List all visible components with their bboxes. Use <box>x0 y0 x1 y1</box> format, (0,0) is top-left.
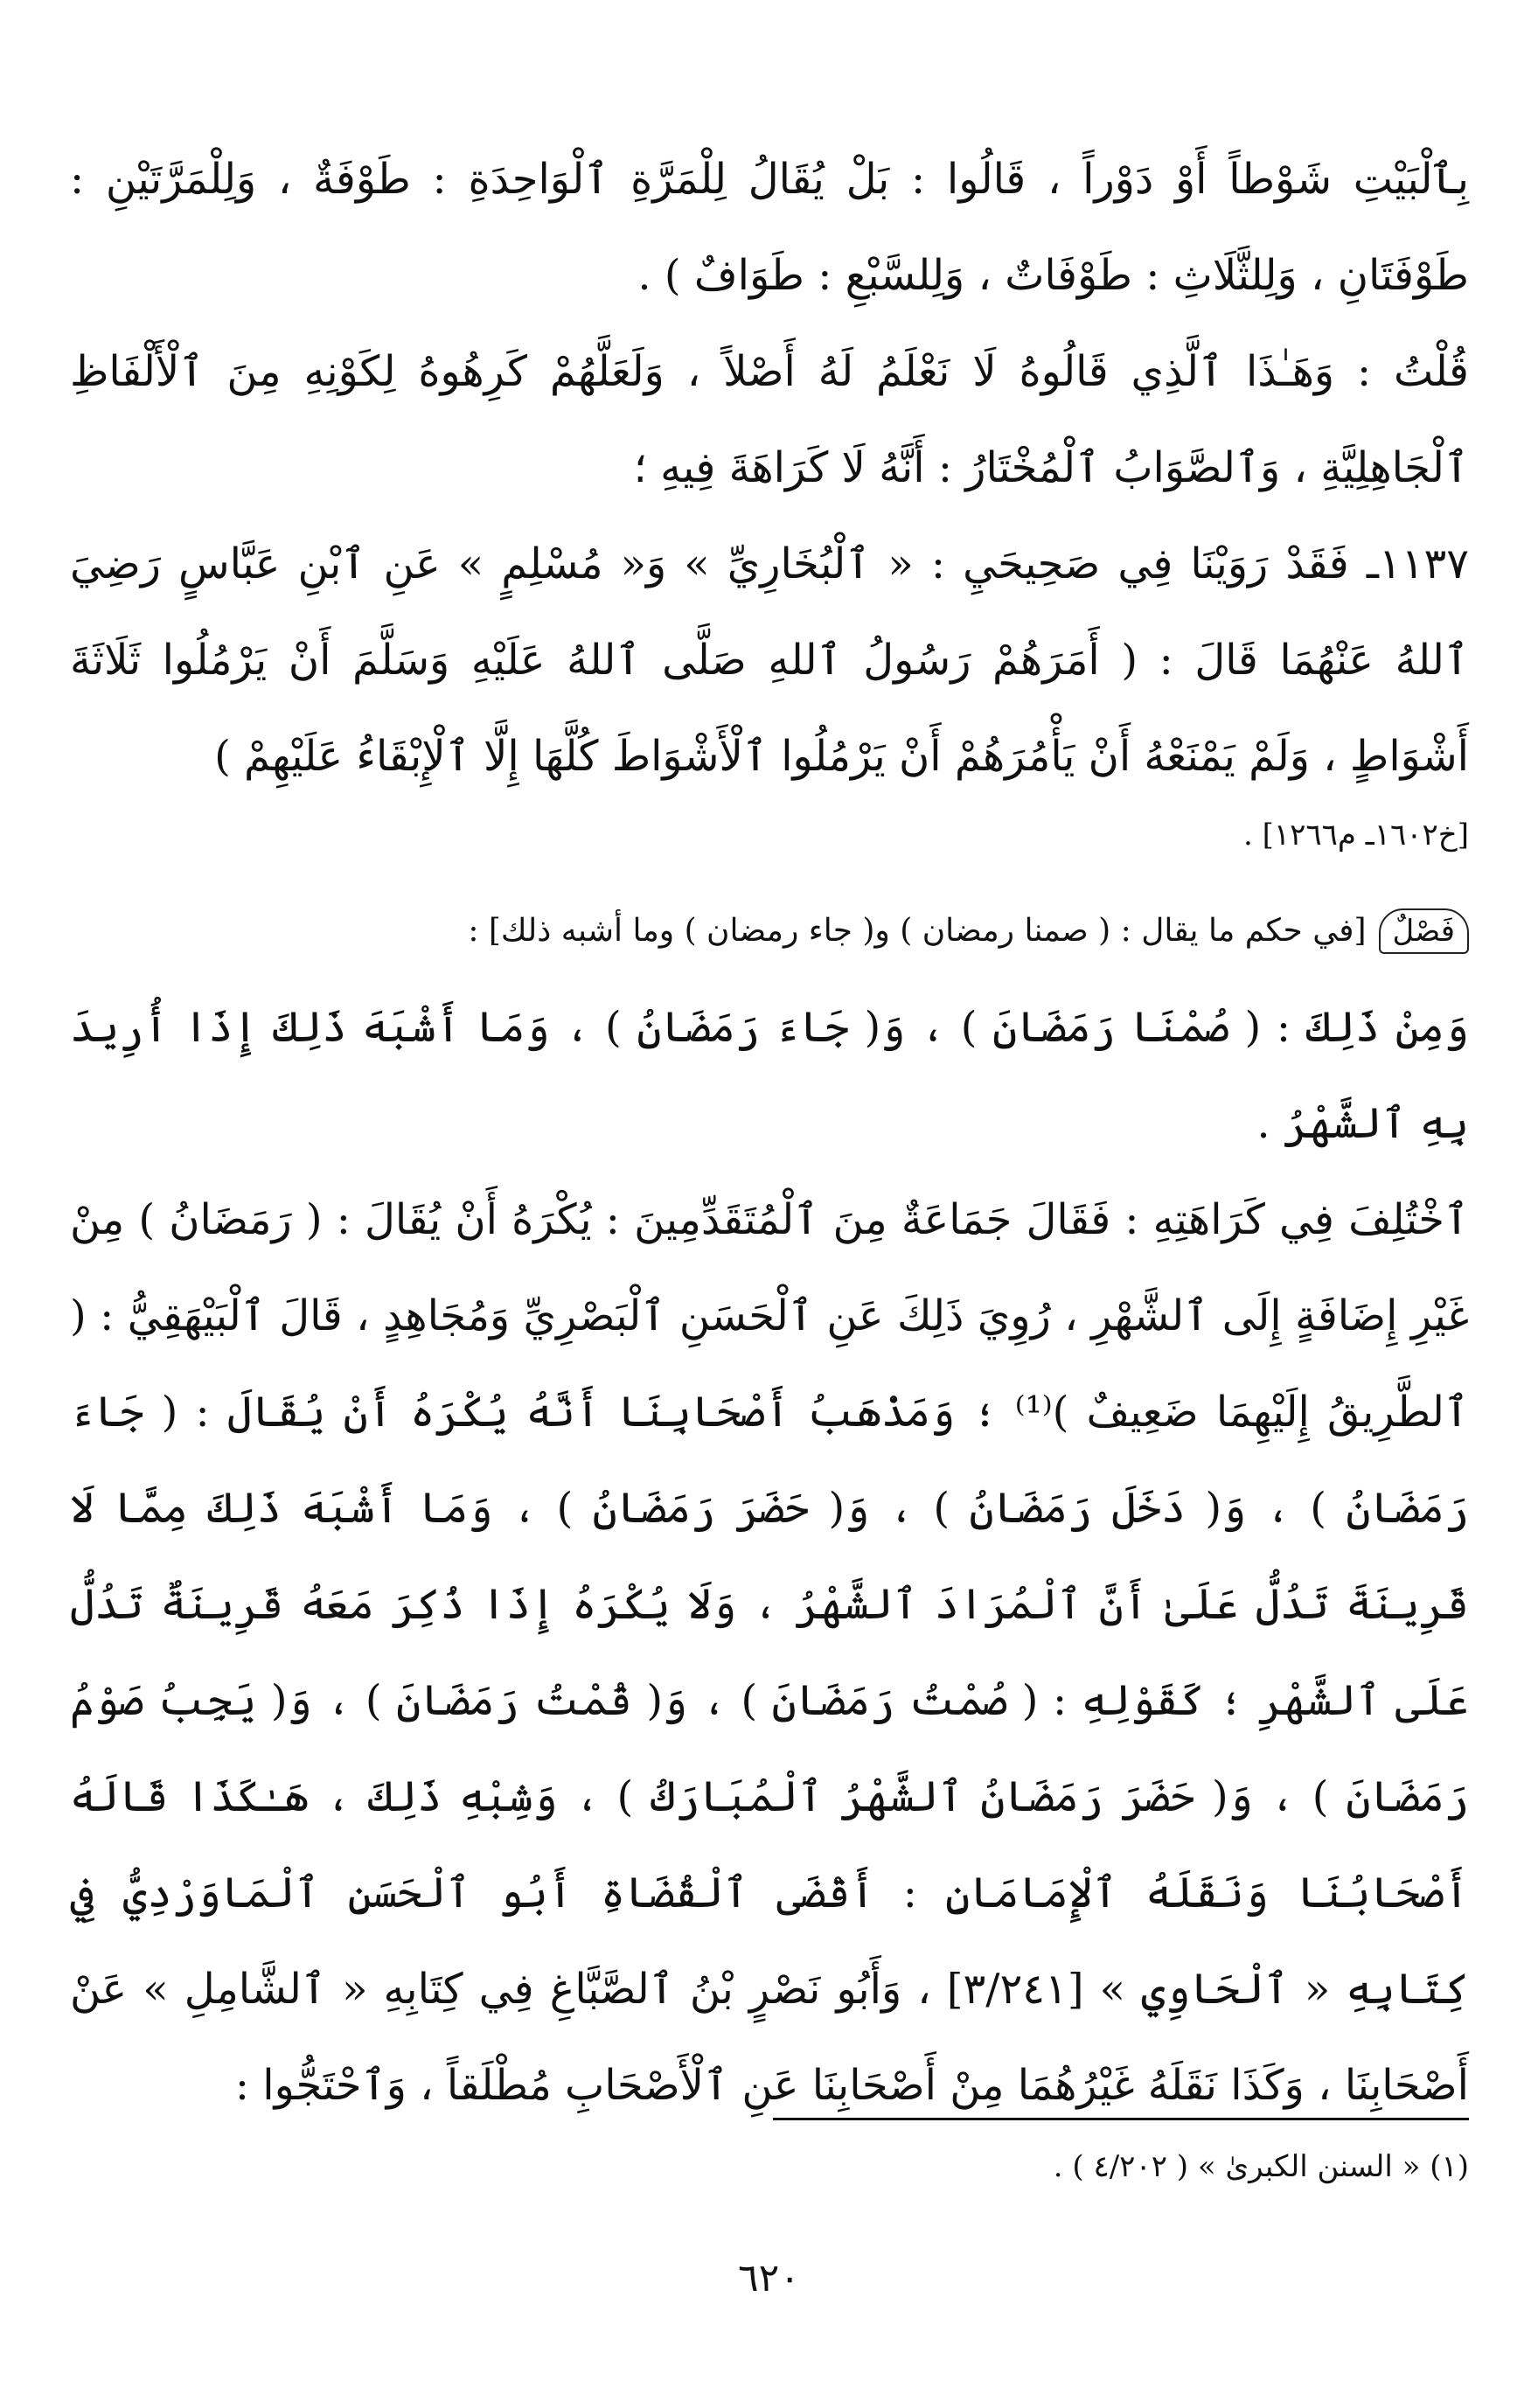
fasl-ornament: فَصْلٌ <box>1379 908 1470 954</box>
section-title: [في حكم ما يقال : ( صمنا رمضان ) و( جاء رمضان ) وما أشبه ذلك] : <box>468 913 1367 949</box>
paragraph-ramadan-intro: وَمِنْ ذَلِكَ : ( صُمْنَا رَمَضَانَ ) ، وَ( جَاءَ رَمَضَانُ ) ، وَمَا أَشْبَهَ ذَلِكَ إِذَا أُرِيدَ بِهِ ٱلشَّهْرُ . <box>70 1003 1469 1148</box>
paragraph-ramadan-discussion: ٱخْتُلِفَ فِي كَرَاهَتِهِ : فَقَالَ جَمَاعَةٌ مِنَ ٱلْمُتَقَدِّمِينَ : يُكْرَهُ أَنْ يُقَالَ : ( رَمَضَانُ ) مِنْ غَيْرِ إِضَافَةٍ إِلَى ٱلشَّهْرِ ، رُوِيَ ذَلِكَ عَنِ ٱلْحَسَنِ ٱلْبَصْرِيِّ وَمُجَاهِدٍ ، قَالَ ٱلْبَيْهَقِيُّ : ( ٱلطَّرِيقُ إِلَيْهِمَا ضَعِيفٌ )⁽¹⁾ ؛ وَمَذْهَبُ أَصْحَابِنَا أَنَّهُ يُكْرَهُ أَنْ يُقَالَ : ( جَاءَ رَمَضَانُ ) ، وَ( دَخَلَ رَمَضَانُ ) ، وَ( حَضَرَ رَمَضَانُ ) ، وَمَا أَشْبَهَ ذَلِكَ مِمَّا لَا قَرِينَةَ تَدُلُّ عَلَىٰ أَنَّ ٱلْمُرَادَ ٱلشَّهْرُ ، وَلَا يُكْرَهُ إِذَا ذُكِرَ مَعَهُ قَرِينَةٌ تَدُلُّ عَلَى ٱلشَّهْرِ ؛ كَقَوْلِهِ : ( صُمْتُ رَمَضَانَ ) ، وَ( قُمْتُ رَمَضَانَ ) ، وَ( يَجِبُ صَوْمُ رَمَضَانَ ) ، وَ( حَضَرَ رَمَضَانُ ٱلشَّهْرُ ٱلْمُبَارَكُ ) ، وَشِبْهِ ذَلِكَ ، هَـٰكَذَا قَالَهُ أَصْحَابُنَا وَنَقَلَهُ ٱلْإِمَامَانِ : أَقْضَى ٱلْقُضَاةِ أَبُو ٱلْحَسَنِ ٱلْمَاوَرْدِيُّ فِي كِتَابِهِ « ٱلْحَاوِي » [٣/٢٤١] ، وَأَبُو نَصْرٍ بْنُ ٱلصَّبَّاغِ فِي كِتَابِهِ « ٱلشَّامِلِ » عَنْ أَصْحَابِنَا ، وَكَذَا نَقَلَهُ غَيْرُهُمَا مِنْ أَصْحَابِنَا عَنِ ٱلْأَصْحَابِ مُطْلَقاً ، وَٱحْتَجُّوا : <box>70 1195 1469 2110</box>
paragraph-tawaf: بِٱلْبَيْتِ شَوْطاً أَوْ دَوْراً ، قَالُوا : بَلْ يُقَالُ لِلْمَرَّةِ ٱلْوَاحِدَةِ : طَوْفَةٌ ، وَلِلْمَرَّتَيْنِ : طَوْفَتَانِ ، وَلِلثَّلَاثِ : طَوْفَاتٌ ، وَلِلسَّبْعِ : طَوَافٌ ) . <box>70 155 1469 300</box>
footnote-divider <box>773 2118 1469 2120</box>
section-heading <box>70 901 1469 962</box>
hadith-citation: [خ١٦٠٢ـ م١٢٦٦] . <box>1242 818 1469 853</box>
page-number: ٦٢٠ <box>738 2256 800 2300</box>
footnote: (١) « السنن الكبرىٰ » ( ٤/٢٠٢ ) . <box>1053 2149 1469 2184</box>
paragraph-qultu: قُلْتُ : وَهَـٰذَا ٱلَّذِي قَالُوهُ لَا نَعْلَمُ لَهُ أَصْلاً ، وَلَعَلَّهُمْ كَرِهُوهُ لِكَوْنِهِ مِنَ ٱلْأَلْفَاظِ ٱلْجَاهِلِيَّةِ ، وَٱلصَّوَابُ ٱلْمُخْتَارُ : أَنَّهُ لَا كَرَاهَةَ فِيهِ ؛ <box>70 347 1469 492</box>
page-body <box>70 131 1469 2133</box>
paragraph-hadith-1137: ١١٣٧ـ فَقَدْ رَوَيْنَا فِي صَحِيحَيِ : « ٱلْبُخَارِيِّ » وَ« مُسْلِمٍ » عَنِ ٱبْنِ عَبَّاسٍ رَضِيَ ٱللهُ عَنْهُمَا قَالَ : ( أَمَرَهُمْ رَسُولُ ٱللهِ صَلَّى ٱللهُ عَلَيْهِ وَسَلَّمَ أَنْ يَرْمُلُوا ثَلَاثَةَ أَشْوَاطٍ ، وَلَمْ يَمْنَعْهُ أَنْ يَأْمُرَهُمْ أَنْ يَرْمُلُوا ٱلْأَشْوَاطَ كُلَّهَا إِلَّا ٱلْإِبْقَاءُ عَلَيْهِمْ ) <box>70 539 1469 781</box>
